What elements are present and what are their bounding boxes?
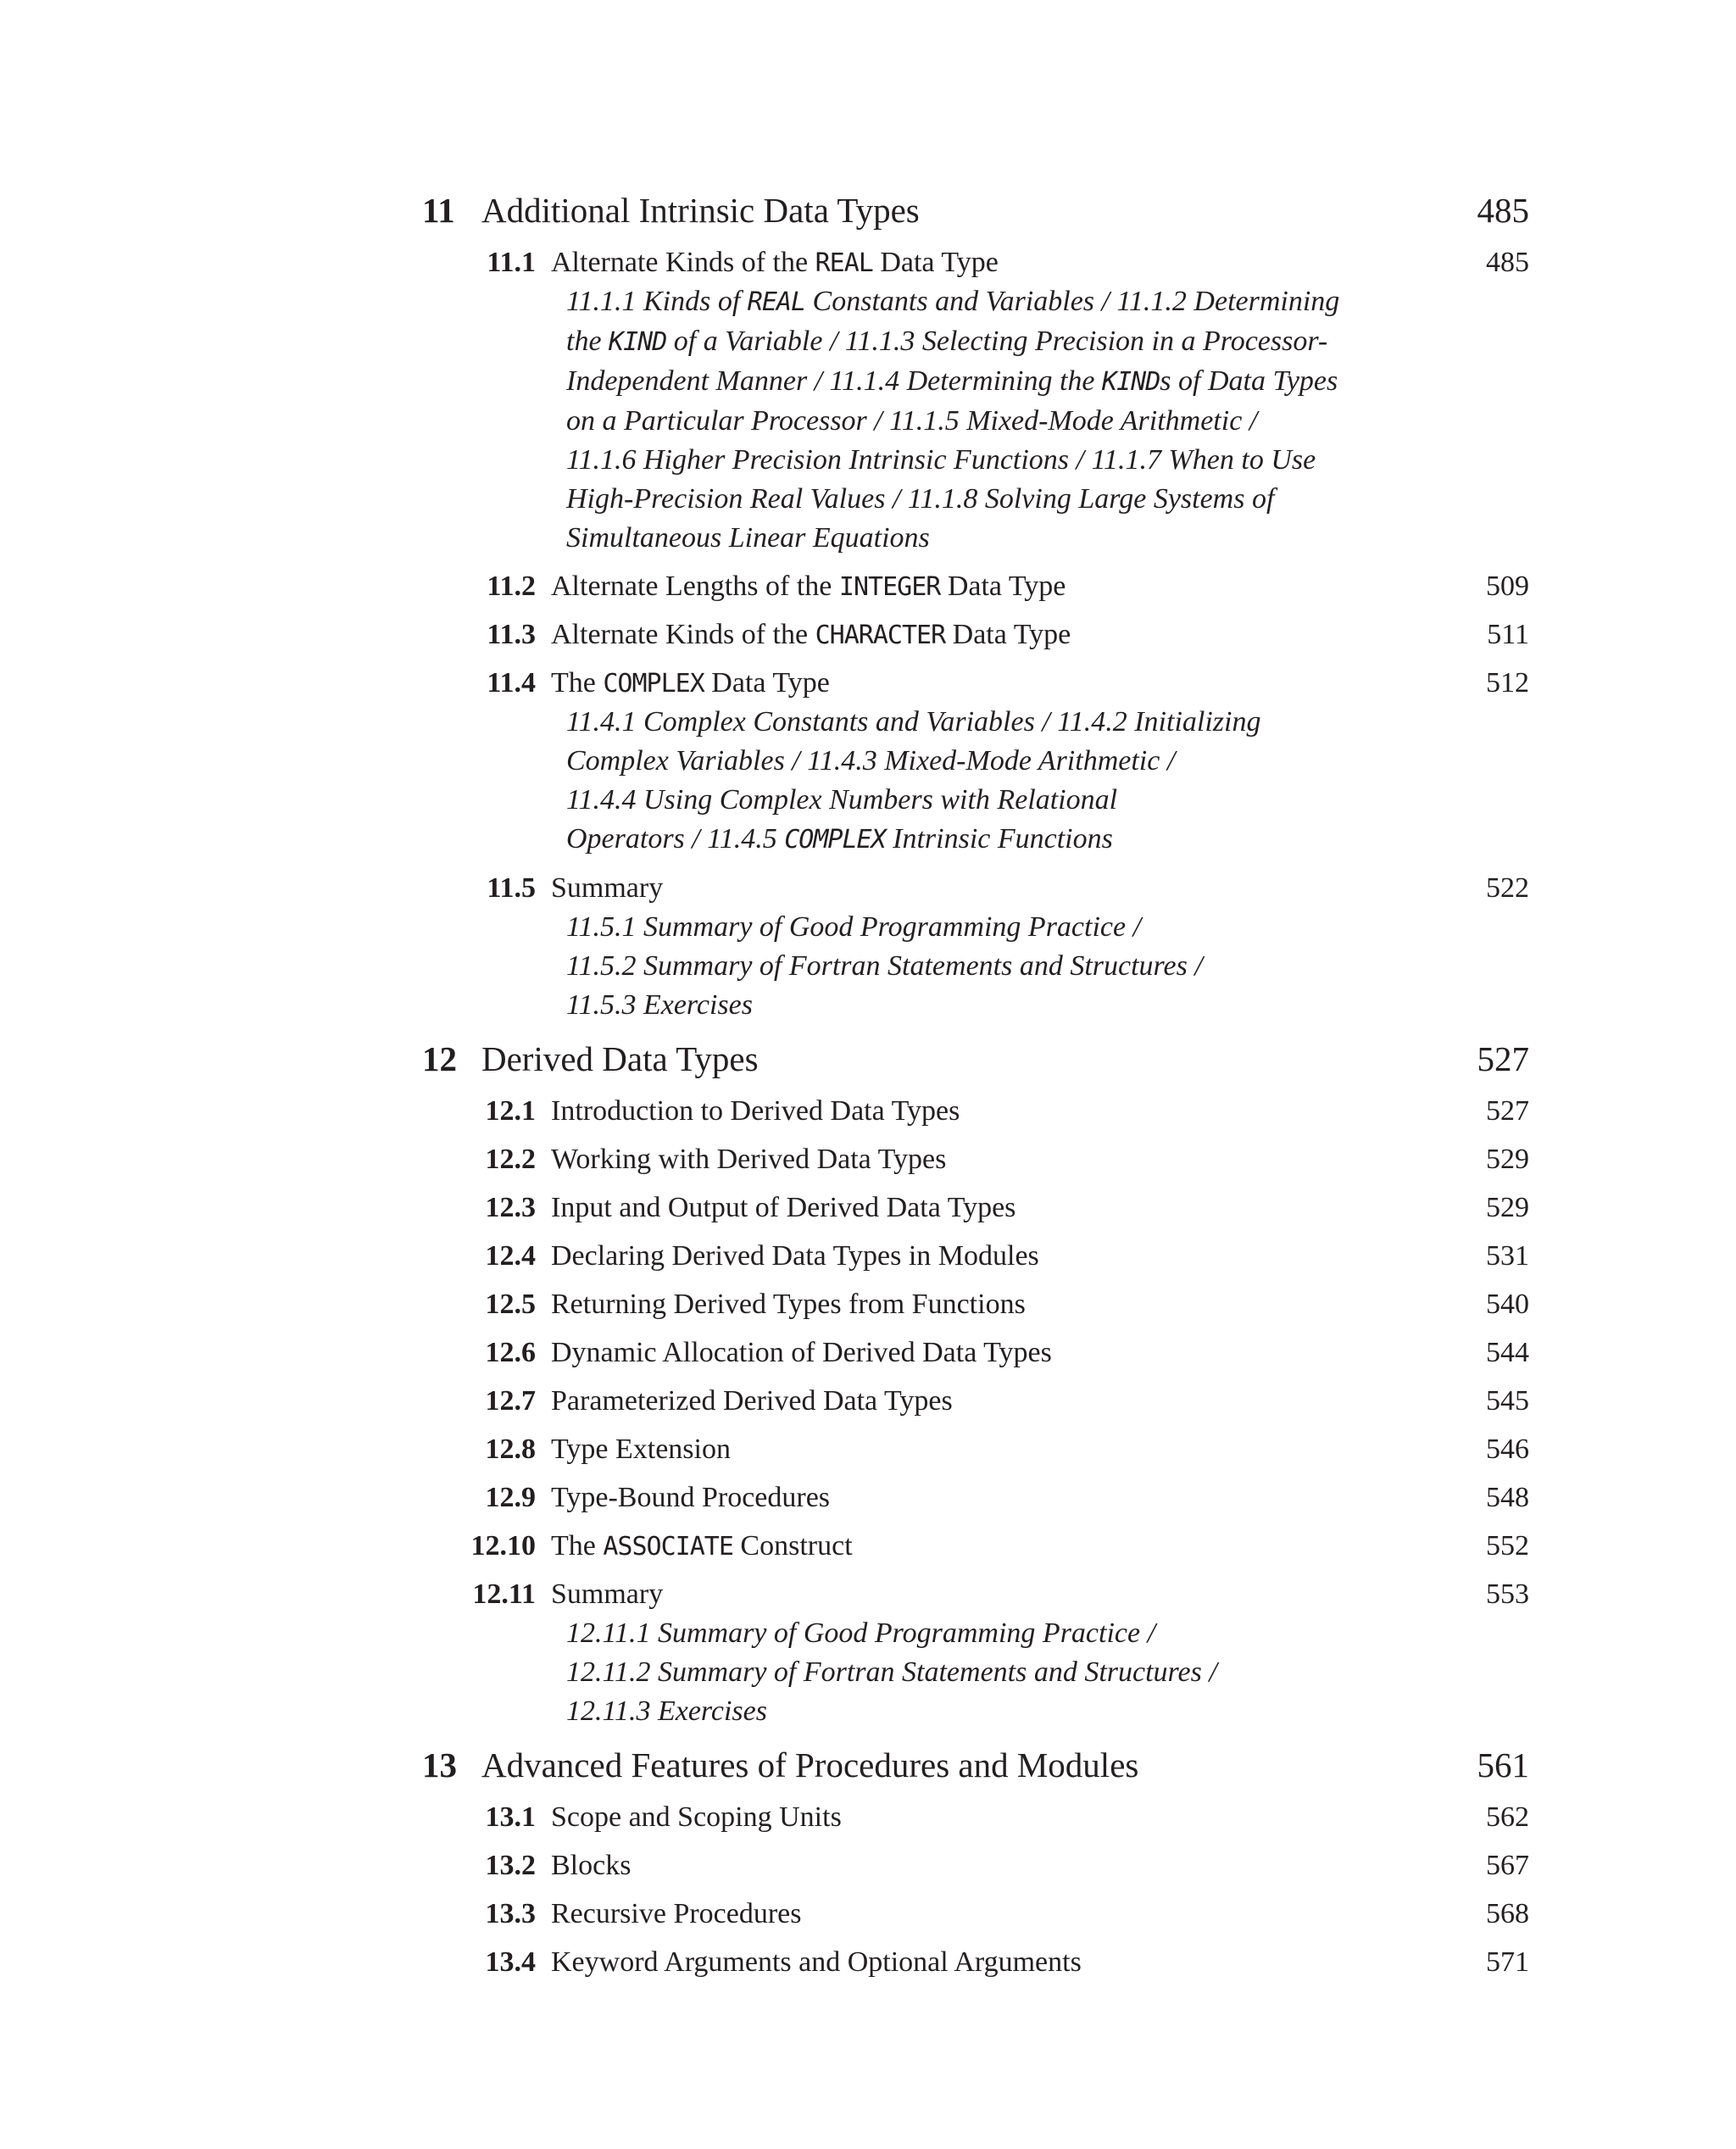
- section-title-text: Type-Bound Procedures: [551, 1482, 831, 1513]
- section-page-number: 546: [1486, 1434, 1529, 1465]
- section-title-text: Alternate Kinds of the: [551, 247, 815, 278]
- chapter-heading[interactable]: [422, 187, 1529, 234]
- subsection-code: REAL: [747, 287, 806, 317]
- section-number: 13.2: [485, 1850, 536, 1881]
- subsection-line: [566, 402, 1414, 441]
- subsection-text: 11.1.6 Higher Precision Intrinsic Functions / 11.1.7 When to Use: [566, 444, 1316, 476]
- section-title-code: INTEGER: [838, 572, 941, 602]
- subsection-code: KIND: [1102, 367, 1160, 397]
- section-entry: [422, 1092, 1529, 1131]
- subsection-code: KIND: [609, 327, 667, 357]
- section-entry: [422, 1333, 1529, 1372]
- section-page-number: 527: [1486, 1095, 1529, 1127]
- section-heading[interactable]: [422, 1237, 1529, 1276]
- section-number: 11.2: [487, 571, 536, 602]
- section-title-text: Blocks: [551, 1850, 632, 1881]
- section-number: 12.6: [485, 1337, 536, 1368]
- table-of-contents: [422, 187, 1529, 1982]
- section-title-code: REAL: [815, 248, 873, 278]
- subsection-list: [566, 282, 1414, 558]
- section-entry: [422, 1895, 1529, 1934]
- section-page-number: 531: [1486, 1240, 1529, 1272]
- section-title: [551, 1382, 1486, 1421]
- section-entry: [422, 1846, 1529, 1885]
- section-title-text-end: Construct: [732, 1530, 853, 1562]
- subsection-text: Simultaneous Linear Equations: [566, 522, 930, 554]
- subsection-text: Intrinsic Functions: [885, 823, 1113, 855]
- chapter-page-number: 561: [1477, 1745, 1529, 1784]
- section-title-text: Declaring Derived Data Types in Modules: [551, 1240, 1039, 1272]
- subsection-line: [566, 519, 1414, 558]
- subsection-line: [566, 282, 1414, 322]
- section-page-number: 529: [1486, 1144, 1529, 1175]
- section-title: [551, 1943, 1486, 1982]
- section-title-text: Input and Output of Derived Data Types: [551, 1192, 1016, 1223]
- subsection-line: [566, 362, 1414, 402]
- section-title-text: Scope and Scoping Units: [551, 1801, 842, 1833]
- section-entry: [422, 1575, 1529, 1731]
- chapter-title: Advanced Features of Procedures and Modules: [481, 1745, 1139, 1784]
- section-number: 12.8: [485, 1434, 536, 1465]
- section-title: [551, 1527, 1486, 1567]
- section-title-text: Returning Derived Types from Functions: [551, 1289, 1026, 1320]
- chapter-heading[interactable]: [422, 1035, 1529, 1083]
- section-title-text: Alternate Kinds of the: [551, 619, 815, 650]
- section-heading[interactable]: [422, 1285, 1529, 1324]
- subsection-text: Operators / 11.4.5: [566, 823, 785, 855]
- section-title-text: Summary: [551, 872, 664, 904]
- section-title-text: Keyword Arguments and Optional Arguments: [551, 1946, 1082, 1978]
- section-heading[interactable]: [422, 1430, 1529, 1469]
- section-entry: [422, 1285, 1529, 1324]
- section-heading[interactable]: [422, 1140, 1529, 1179]
- subsection-line: [566, 908, 1414, 947]
- section-heading[interactable]: [422, 1478, 1529, 1517]
- subsection-line: [566, 742, 1414, 781]
- section-number: 11.1: [487, 247, 536, 278]
- section-title-text: Introduction to Derived Data Types: [551, 1095, 960, 1127]
- section-heading[interactable]: [422, 664, 1529, 703]
- section-heading[interactable]: [422, 1943, 1529, 1982]
- section-number: 12.9: [485, 1482, 536, 1513]
- section-page-number: 552: [1486, 1530, 1529, 1562]
- section-entry: [422, 1943, 1529, 1982]
- section-entry: [422, 1798, 1529, 1837]
- section-page-number: 545: [1486, 1385, 1529, 1417]
- section-page-number: 548: [1486, 1482, 1529, 1513]
- section-entry: [422, 1527, 1529, 1566]
- section-number: 12.2: [485, 1144, 536, 1175]
- section-page-number: 540: [1486, 1289, 1529, 1320]
- section-number: 13.3: [485, 1898, 536, 1929]
- section-page-number: 511: [1487, 619, 1529, 650]
- section-page-number: 571: [1486, 1946, 1529, 1978]
- chapter-number: 11: [422, 191, 455, 230]
- section-title: [551, 1846, 1486, 1885]
- section-number: 12.5: [485, 1289, 536, 1320]
- section-number: 12.4: [485, 1240, 536, 1272]
- section-title: [551, 1333, 1486, 1372]
- subsection-text: High-Precision Real Values / 11.1.8 Solving Large Systems of: [566, 483, 1275, 515]
- section-entry: [422, 615, 1529, 654]
- subsection-line: [566, 986, 1414, 1025]
- section-entry: [422, 567, 1529, 606]
- section-title-text: The: [551, 667, 604, 699]
- subsection-list: [566, 703, 1414, 860]
- subsection-text: Constants and Variables / 11.1.2 Determining: [805, 286, 1340, 317]
- section-title-text: Recursive Procedures: [551, 1898, 802, 1929]
- section-page-number: 522: [1486, 872, 1529, 904]
- section-title: [551, 869, 1486, 908]
- subsection-text: s of Data Types: [1160, 365, 1338, 397]
- section-title-text: Working with Derived Data Types: [551, 1144, 947, 1175]
- section-title-text: Type Extension: [551, 1434, 731, 1465]
- subsection-line: [566, 1614, 1414, 1653]
- section-entry: [422, 1140, 1529, 1179]
- section-page-number: 512: [1486, 667, 1529, 699]
- chapter-number: 13: [422, 1745, 457, 1784]
- section-entry: [422, 869, 1529, 1025]
- subsection-line: [566, 820, 1414, 860]
- subsection-line: [566, 480, 1414, 519]
- section-title-text-end: Data Type: [940, 571, 1066, 602]
- section-title-code: ASSOCIATE: [603, 1532, 733, 1562]
- section-title: [551, 1237, 1486, 1276]
- section-entry: [422, 664, 1529, 860]
- section-page-number: 529: [1486, 1192, 1529, 1223]
- section-title-code: CHARACTER: [815, 621, 946, 650]
- section-number: 12.3: [485, 1192, 536, 1223]
- section-title-text-end: Data Type: [872, 247, 999, 278]
- section-entry: [422, 1430, 1529, 1469]
- subsection-text: 11.5.2 Summary of Fortran Statements and Structures /: [566, 950, 1203, 982]
- section-heading[interactable]: [422, 1092, 1529, 1131]
- subsection-text: 12.11.1 Summary of Good Programming Practice /: [566, 1617, 1156, 1649]
- section-title: [551, 1478, 1486, 1517]
- subsection-line: [566, 703, 1414, 742]
- section-title: [551, 664, 1486, 704]
- section-number: 11.5: [487, 872, 536, 904]
- subsection-line: [566, 947, 1414, 986]
- section-title: [551, 615, 1487, 655]
- section-page-number: 485: [1486, 247, 1529, 278]
- section-title: [551, 243, 1486, 283]
- section-title: [551, 1798, 1486, 1837]
- section-number: 11.4: [487, 667, 536, 699]
- section-page-number: 544: [1486, 1337, 1529, 1368]
- section-title-code: COMPLEX: [603, 669, 704, 699]
- chapter-page-number: 485: [1477, 191, 1529, 230]
- section-heading[interactable]: [422, 1798, 1529, 1837]
- subsection-text: Complex Variables / 11.4.3 Mixed-Mode Arithmetic /: [566, 745, 1176, 777]
- section-page-number: 553: [1486, 1578, 1529, 1610]
- subsection-text: 12.11.3 Exercises: [566, 1695, 767, 1727]
- section-title-text: Alternate Lengths of the: [551, 571, 839, 602]
- section-title: [551, 1575, 1486, 1614]
- subsection-list: [566, 1614, 1414, 1731]
- section-title: [551, 1189, 1486, 1228]
- section-page-number: 562: [1486, 1801, 1529, 1833]
- section-heading[interactable]: [422, 1333, 1529, 1372]
- chapter-number: 12: [422, 1039, 457, 1078]
- subsection-line: [566, 441, 1414, 480]
- chapter-title: Derived Data Types: [481, 1039, 759, 1078]
- section-heading[interactable]: [422, 1575, 1529, 1614]
- subsection-text: the: [566, 326, 609, 357]
- section-heading[interactable]: [422, 1189, 1529, 1228]
- section-heading[interactable]: [422, 1895, 1529, 1934]
- subsection-text: on a Particular Processor / 11.1.5 Mixed-Mode Arithmetic /: [566, 405, 1258, 437]
- section-heading[interactable]: [422, 1527, 1529, 1566]
- section-heading[interactable]: [422, 869, 1529, 908]
- subsection-text: 11.5.3 Exercises: [566, 989, 753, 1021]
- chapter-title: Additional Intrinsic Data Types: [481, 191, 920, 230]
- chapter: [422, 187, 1529, 1025]
- section-title: [551, 567, 1486, 607]
- subsection-code: COMPLEX: [784, 825, 886, 855]
- chapter: [422, 1035, 1529, 1731]
- section-entry: [422, 1478, 1529, 1517]
- section-heading[interactable]: [422, 567, 1529, 606]
- section-entry: [422, 1189, 1529, 1228]
- section-heading[interactable]: [422, 615, 1529, 654]
- section-entry: [422, 1237, 1529, 1276]
- section-title: [551, 1430, 1486, 1469]
- section-title-text-end: Data Type: [704, 667, 830, 699]
- section-title: [551, 1092, 1486, 1131]
- subsection-text: 11.1.1 Kinds of: [566, 286, 748, 317]
- section-title-text: Parameterized Derived Data Types: [551, 1385, 953, 1417]
- section-title: [551, 1140, 1486, 1179]
- section-page-number: 568: [1486, 1898, 1529, 1929]
- section-entry: [422, 1382, 1529, 1421]
- subsection-line: [566, 1653, 1414, 1692]
- subsection-line: [566, 781, 1414, 820]
- section-number: 12.10: [470, 1530, 536, 1562]
- section-title-text: Summary: [551, 1578, 664, 1610]
- section-number: 12.11: [472, 1578, 536, 1610]
- subsection-text: Independent Manner / 11.1.4 Determining the: [566, 365, 1103, 397]
- section-title-text: Dynamic Allocation of Derived Data Types: [551, 1337, 1052, 1368]
- section-title: [551, 1895, 1486, 1934]
- section-heading[interactable]: [422, 243, 1529, 282]
- section-page-number: 567: [1486, 1850, 1529, 1881]
- section-number: 12.7: [485, 1385, 536, 1417]
- subsection-text: 11.4.4 Using Complex Numbers with Relational: [566, 784, 1118, 816]
- section-page-number: 509: [1486, 571, 1529, 602]
- subsection-list: [566, 908, 1414, 1025]
- chapter-heading[interactable]: [422, 1741, 1529, 1789]
- section-heading[interactable]: [422, 1382, 1529, 1421]
- chapter: [422, 1741, 1529, 1982]
- section-title-text-end: Data Type: [945, 619, 1071, 650]
- section-entry: [422, 243, 1529, 558]
- section-number: 13.4: [485, 1946, 536, 1978]
- section-number: 12.1: [485, 1095, 536, 1127]
- chapter-page-number: 527: [1477, 1039, 1529, 1078]
- subsection-text: 12.11.2 Summary of Fortran Statements and Structures /: [566, 1656, 1217, 1688]
- subsection-text: of a Variable / 11.1.3 Selecting Precision in a Processor-: [666, 326, 1328, 357]
- subsection-line: [566, 1692, 1414, 1731]
- section-title-text: The: [551, 1530, 604, 1562]
- section-number: 13.1: [485, 1801, 536, 1833]
- subsection-text: 11.5.1 Summary of Good Programming Practice /: [566, 911, 1142, 943]
- section-number: 11.3: [487, 619, 536, 650]
- section-title: [551, 1285, 1486, 1324]
- subsection-line: [566, 322, 1414, 362]
- subsection-text: 11.4.1 Complex Constants and Variables / 11.4.2 Initializing: [566, 706, 1261, 738]
- section-heading[interactable]: [422, 1846, 1529, 1885]
